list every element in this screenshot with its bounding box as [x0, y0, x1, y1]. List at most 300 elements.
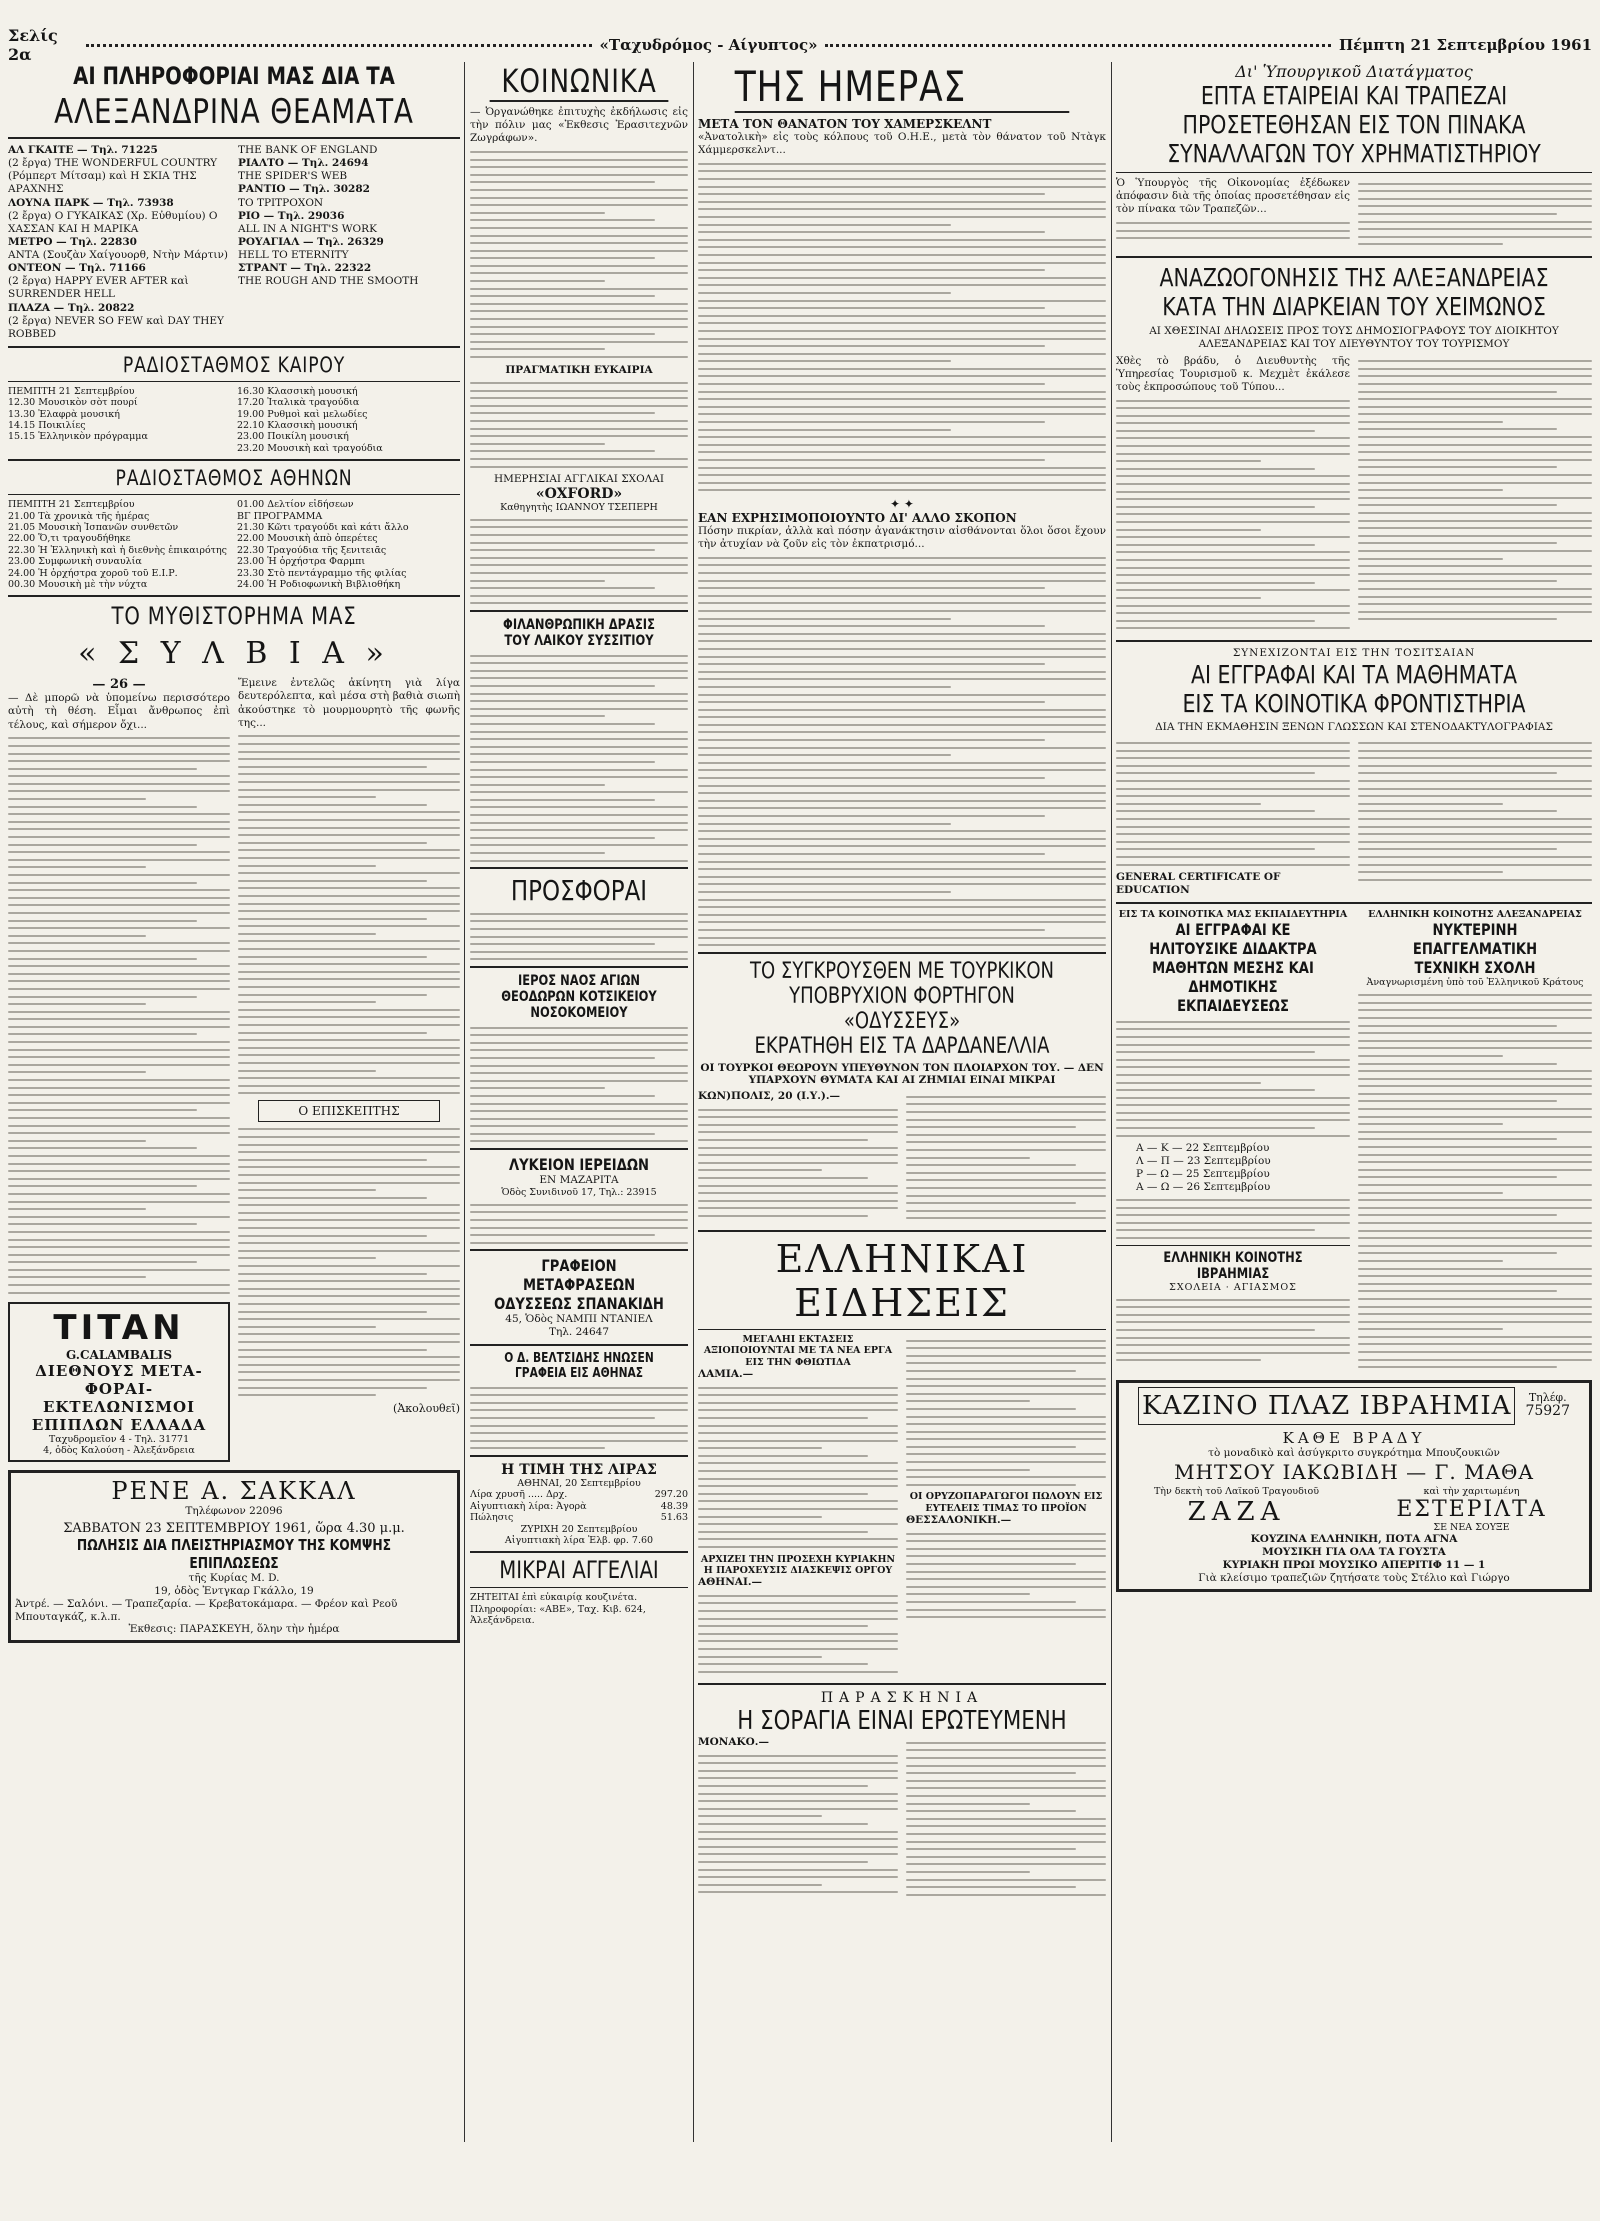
text-line	[906, 1749, 1106, 1751]
schedule-row: 21.05 Μουσικὴ Ἰσπανῶν συνθετῶν	[8, 522, 179, 533]
text-line	[470, 814, 688, 816]
text-line	[698, 292, 951, 294]
text-line	[470, 784, 605, 786]
text-line	[698, 1169, 822, 1171]
text-line	[698, 1869, 898, 1871]
text-line	[8, 844, 197, 846]
text-line	[8, 821, 230, 823]
casino-reserve: Γιὰ κλείσιμο τραπεζιῶν ζητήσατε τοὺς Στέλιο καὶ Γιώργο	[1198, 1571, 1510, 1584]
schedule-row: 24.00 Ἡ Ροδιοφωνικὴ Βιβλιοθήκη	[237, 578, 401, 590]
text-line	[238, 1394, 376, 1396]
text-line	[470, 587, 655, 589]
titan-ad	[8, 1302, 230, 1463]
text-line	[1358, 198, 1592, 200]
text-line	[698, 610, 1106, 612]
schedule-row: 16.30 Κλασσικὴ μουσική	[237, 385, 358, 397]
text-line	[906, 1469, 1030, 1471]
divider	[1116, 172, 1592, 173]
text-line	[470, 166, 688, 168]
text-line	[1358, 879, 1592, 881]
text-line	[698, 201, 1106, 203]
text-line	[470, 1234, 655, 1236]
issue-date: Πέμπτη 21 Σεπτεμβρίου 1961	[1338, 36, 1593, 54]
text-line	[8, 1170, 230, 1172]
text-line	[1116, 1112, 1350, 1114]
text-line	[1358, 221, 1592, 223]
schedule-row: 00.30 Μουσικὴ μὲ τὴν νύχτα	[8, 578, 148, 590]
article-heading: ΑΡΧΙΖΕΙ ΤΗΝ ΠΡΟΣΕΧΗ ΚΥΡΙΑΚΗΝ Η ΠΑΡΟΧΕΥΣΙΣ ΔΙΑΣΚΕΨΙΣ ΟΡΓΟΥ	[700, 1553, 896, 1576]
cinema-entry: ΡΙΟ — Τηλ. 29036	[238, 209, 345, 222]
text-line	[698, 1831, 898, 1833]
schedule-row: 23.00 Συμφωνικὴ συναυλία	[8, 556, 142, 568]
column-social	[470, 62, 688, 1627]
text-line	[698, 330, 1106, 332]
text-line	[470, 1027, 688, 1029]
dateline: ΜΟΝΑΚΟ.—	[698, 1736, 769, 1749]
text-line	[1358, 1078, 1592, 1080]
revival-body	[1116, 355, 1592, 635]
text-line	[8, 927, 230, 929]
text-line	[8, 958, 197, 960]
radio-athens-schedule	[8, 499, 460, 590]
text-line	[238, 887, 460, 889]
text-line	[906, 1126, 1076, 1128]
episode-box: Ο ΕΠΙΣΚΕΠΤΗΣ	[258, 1100, 440, 1122]
cinema-entry: (2 ἔργα) HAPPY EVER AFTER καὶ SURRENDER HELL	[8, 275, 189, 301]
text-line	[698, 1538, 898, 1540]
text-line	[1116, 1082, 1261, 1084]
text-line	[470, 913, 688, 915]
text-line	[906, 1863, 1106, 1865]
text-line	[1358, 550, 1592, 552]
text-line	[698, 421, 1045, 423]
text-line	[1358, 1237, 1592, 1239]
text-line	[698, 338, 1106, 340]
text-line	[470, 1440, 688, 1442]
text-line	[1116, 803, 1261, 805]
text-line	[698, 1800, 898, 1802]
lira-row	[470, 1512, 688, 1523]
text-line	[698, 1207, 898, 1209]
enroll-body	[1116, 737, 1592, 897]
text-line	[8, 1117, 230, 1119]
text-line	[238, 804, 427, 806]
news-section-title: ΤΗΣ ΗΜΕΡΑΣ	[735, 62, 1070, 113]
text-line	[906, 1795, 1106, 1797]
text-line	[470, 1447, 605, 1449]
text-line	[8, 1147, 197, 1149]
novel-body	[8, 677, 460, 1462]
text-line	[8, 912, 230, 914]
text-line	[1116, 864, 1350, 866]
text-line	[238, 849, 460, 851]
divider	[470, 1148, 688, 1150]
lyceum-title: ΛΥΚΕΙΟΝ ΙΕΡΕΙΔΩΝ	[509, 1155, 649, 1175]
schedule-row: 21.00 Τὰ χρονικὰ τῆς ἡμέρας	[8, 510, 150, 522]
headline-shows-line2: ΑΛΕΞΑΝΔΡΙΝΑ ΘΕΑΜΑΤΑ	[54, 92, 414, 132]
column-rule	[464, 62, 465, 2142]
text-line	[1358, 780, 1592, 782]
schedule-row: 22.30 Τραγούδια τῆς ξενιτειᾶς	[237, 544, 387, 556]
text-line	[238, 1032, 427, 1034]
cinema-entry: THE ROUGH AND THE SMOOTH	[238, 275, 419, 288]
greek-news-body	[698, 1334, 1106, 1678]
text-line	[1358, 489, 1503, 491]
text-line	[1116, 1222, 1350, 1224]
text-line	[470, 1394, 688, 1396]
cinema-entry: THE BANK OF ENGLAND	[238, 144, 378, 156]
article-text-lines	[698, 163, 1106, 492]
text-line	[698, 1470, 898, 1472]
lira-zurich-value: Αἰγυπτιακὴ λίρα Ἐλβ. φρ. 7.60	[504, 1534, 654, 1546]
text-line	[698, 1447, 822, 1449]
text-line	[470, 837, 655, 839]
edu-left-title: ΑΙ ΕΓΓΡΑΦΑΙ ΚΕ ΗΛΙΤΟΥΣΙΚΕ ΔΙΔΑΚΤΡΑ ΜΑΘΗΤΩΝ ΜΕΣΗΣ ΚΑΙ ΔΗΜΟΤΙΚΗΣ ΕΚΠΑΙΔΕΥΣΕΩΣ	[1149, 920, 1317, 1016]
text-line	[1358, 1070, 1592, 1072]
text-line	[238, 1379, 460, 1381]
article-opening: Πόσην πικρίαν, ἀλλὰ καὶ πόσην ἀγανάκτησιν αἰσθάνονται ὅλοι ὅσοι ἔχουν τὴν ἀτυχίαν νὰ ζοῦν εἰς τὸν ἐκπατρισμό...	[698, 524, 1106, 551]
schedule-row: 23.30 Στὸ πεντάγραμμο τῆς φιλίας	[237, 567, 407, 579]
text-line	[698, 1200, 898, 1202]
text-line	[8, 745, 230, 747]
text-line	[1358, 1359, 1592, 1361]
text-lines	[470, 1204, 688, 1244]
text-line	[1116, 445, 1350, 447]
text-line	[906, 1586, 1106, 1588]
collision-col-right	[906, 1090, 1106, 1225]
text-line	[698, 701, 1045, 703]
education-left	[1116, 909, 1350, 1374]
certificate-name: GENERAL CERTIFICATE OF EDUCATION	[1116, 871, 1281, 896]
text-line	[698, 1162, 898, 1164]
text-line	[470, 390, 688, 392]
lira-value: 48.39	[660, 1500, 688, 1512]
text-line	[8, 1178, 230, 1180]
text-line	[470, 542, 688, 544]
text-line	[906, 1886, 1076, 1888]
text-line	[1116, 544, 1315, 546]
text-line	[470, 420, 688, 422]
text-line	[698, 557, 1106, 559]
cinema-listings	[8, 144, 460, 341]
text-line	[906, 1393, 1106, 1395]
text-line	[698, 807, 1106, 809]
text-line	[1358, 1108, 1592, 1110]
text-line	[238, 986, 460, 988]
cinema-entry: (2 ἔργα) NEVER SO FEW καὶ DAY THEY ROBBED	[8, 314, 224, 340]
text-line	[238, 1235, 427, 1237]
text-line	[238, 1092, 460, 1094]
separator-glyph: ✦ ✦	[890, 496, 914, 511]
text-line	[906, 1370, 1076, 1372]
text-line	[470, 318, 688, 320]
text-line	[8, 806, 197, 808]
text-line	[698, 163, 1106, 165]
collision-headline-2: ΥΠΟΒΡΥΧΙΟΝ ΦΟΡΤΗΓΟΝ «ΟΔΥΣΣΕΥΣ»	[789, 983, 1015, 1034]
schedule-row: Ρ — Ω — 25 Σεπτεμβρίου	[1136, 1167, 1270, 1180]
text-line	[1358, 1298, 1592, 1300]
text-line	[906, 1423, 1106, 1425]
text-line	[698, 830, 1106, 832]
text-line	[698, 345, 1045, 347]
text-line	[8, 1276, 146, 1278]
titan-line: ΦΟΡΑΙ-ΕΚΤΕΛΩΝΙΣΜΟΙ	[42, 1379, 196, 1416]
text-line	[1358, 1214, 1557, 1216]
text-line	[1358, 1184, 1592, 1186]
text-line	[698, 474, 1106, 476]
casino-phone-block	[1525, 1392, 1570, 1419]
text-line	[1358, 848, 1557, 850]
text-line	[238, 1174, 460, 1176]
text-line	[698, 602, 1106, 604]
text-line	[1358, 1063, 1557, 1065]
text-line	[1116, 1127, 1315, 1129]
text-line	[1358, 1199, 1592, 1201]
enroll-col-right	[1358, 737, 1592, 897]
text-line	[470, 1432, 688, 1434]
casino-music: ΜΟΥΣΙΚΗ ΓΙΑ ΟΛΑ ΤΑ ΓΟΥΣΤΑ	[1262, 1546, 1446, 1559]
text-line	[698, 360, 951, 362]
text-line	[1116, 772, 1315, 774]
text-line	[1358, 190, 1592, 192]
text-line	[470, 443, 605, 445]
titan-address: Ταχυδρομεῖον 4 - Τηλ. 31771	[48, 1433, 190, 1445]
text-line	[1358, 1138, 1557, 1140]
text-line	[238, 1070, 376, 1072]
text-line	[470, 708, 688, 710]
text-line	[8, 1193, 230, 1195]
text-line	[470, 174, 688, 176]
text-line	[470, 405, 688, 407]
text-line	[1358, 1222, 1592, 1224]
text-line	[906, 1431, 1106, 1433]
text-line	[470, 1204, 688, 1206]
collision-body	[698, 1090, 1106, 1225]
text-line	[470, 235, 688, 237]
text-line	[470, 265, 688, 267]
text-line	[238, 895, 460, 897]
casino-artist-right	[1358, 1486, 1585, 1534]
text-line	[470, 753, 688, 755]
radio-cairo-left	[8, 386, 231, 454]
text-line	[1358, 573, 1592, 575]
text-line	[1358, 611, 1592, 613]
text-line	[8, 1087, 230, 1089]
divider	[698, 1683, 1106, 1685]
text-line	[906, 1825, 1106, 1827]
text-line	[470, 920, 688, 922]
text-line	[698, 391, 1106, 393]
text-line	[698, 663, 1045, 665]
text-line	[698, 307, 1045, 309]
text-line	[1358, 994, 1592, 996]
text-line	[698, 1109, 898, 1111]
text-line	[1358, 803, 1503, 805]
text-line	[8, 1079, 230, 1081]
text-line	[698, 1876, 898, 1878]
lira-row	[470, 1489, 688, 1500]
cinema-entry: (2 ἔργα) Ο ΓΥΚΑΙΚΑΣ (Χρ. Εὐθυμίου) Ο ΧΑΣΣΑΝ ΚΑΙ Η ΜΑΡΙΚΑ	[8, 209, 218, 235]
cinema-entry: ΑΛ ΓΚΑΙΤΕ — Τηλ. 71225	[8, 144, 158, 156]
text-line	[906, 1787, 1106, 1789]
text-line	[238, 827, 460, 829]
text-line	[8, 783, 230, 785]
text-line	[470, 348, 605, 350]
text-line	[1358, 788, 1592, 790]
article-heading: ΕΑΝ ΕΧΡΗΣΙΜΟΠΟΙΟΥΝΤΟ ΔΙ' ΑΛΛΟ ΣΚΟΠΟΝ	[698, 510, 1017, 525]
text-line	[698, 406, 1106, 408]
article-text-lines	[1358, 994, 1592, 1368]
text-line	[1358, 1245, 1592, 1247]
social-text-lines	[470, 151, 688, 358]
text-line	[1358, 1116, 1592, 1118]
text-line	[1116, 230, 1350, 232]
text-line	[238, 1047, 460, 1049]
revival-col-right	[1358, 355, 1592, 635]
enroll-headline-1: ΑΙ ΕΓΓΡΑΦΑΙ ΚΑΙ ΤΑ ΜΑΘΗΜΑΤΑ	[1190, 659, 1518, 689]
text-line	[470, 822, 688, 824]
school-line: ΗΜΕΡΗΣΙΑΙ ΑΓΓΛΙΚΑΙ ΣΧΟΛΑΙ	[493, 473, 665, 486]
companies-col-left	[1116, 177, 1350, 251]
text-line	[698, 1508, 898, 1510]
text-line	[698, 1618, 898, 1620]
text-line	[470, 1072, 688, 1074]
text-line	[8, 1071, 146, 1073]
text-line	[1358, 1343, 1592, 1345]
text-line	[1116, 841, 1350, 843]
text-line	[1116, 1104, 1350, 1106]
text-line	[1358, 398, 1592, 400]
to-be-continued: (Ἀκολουθεῖ)	[393, 1401, 460, 1415]
school-name: «OXFORD»	[535, 485, 623, 502]
revival-col-left	[1116, 355, 1350, 635]
text-line	[698, 186, 1106, 188]
text-line	[698, 1610, 898, 1612]
text-line	[8, 1231, 230, 1233]
text-line	[698, 467, 1106, 469]
text-line	[1358, 497, 1592, 499]
text-line	[698, 633, 1106, 635]
article-text-lines	[906, 1533, 1106, 1619]
article-opening: «Ἀνατολικὴ» εἰς τοὺς κόλπους τοῦ Ο.Η.Ε., μετὰ τὸν θάνατον τοῦ Ντὰγκ Χάμμερσκελντ...	[698, 131, 1106, 157]
schedule-row: ΠΕΜΠΤΗ 21 Σεπτεμβρίου	[8, 385, 135, 397]
text-line	[698, 489, 1106, 491]
text-line	[8, 920, 197, 922]
text-line	[1358, 1047, 1592, 1049]
text-line	[906, 1141, 1106, 1143]
text-line	[470, 1034, 688, 1036]
text-line	[8, 904, 230, 906]
cinema-entry: ΡΑΝΤΙΟ — Τηλ. 30282	[238, 183, 370, 196]
text-line	[698, 1139, 868, 1141]
text-line	[470, 1417, 655, 1419]
greek-news-col-left	[698, 1334, 898, 1678]
lira-row	[470, 1501, 688, 1512]
text-line	[470, 557, 688, 559]
text-line	[238, 925, 460, 927]
text-line	[238, 918, 427, 920]
revival-headline-2: ΚΑΤΑ ΤΗΝ ΔΙΑΡΚΕΙΑΝ ΤΟΥ ΧΕΙΜΩΝΟΣ	[1162, 291, 1546, 321]
divider	[1116, 902, 1592, 904]
schedule-row: 21.30 Κῶτι τραγούδι καὶ κάτι ἄλλο	[237, 522, 409, 533]
text-line	[698, 792, 1106, 794]
text-line	[8, 1216, 230, 1218]
text-line	[8, 1269, 230, 1271]
text-line	[698, 300, 1106, 302]
schedule-row: 12.30 Μουσικὸν σὸτ πουρί	[8, 397, 138, 409]
ibrahimia-title: ΕΛΛΗΝΙΚΗ ΚΟΙΝΟΤΗΣ ΙΒΡΑΗΜΙΑΣ	[1163, 1249, 1303, 1282]
text-line	[698, 459, 1045, 461]
text-line	[1358, 1100, 1557, 1102]
article-text-lines	[1358, 183, 1592, 246]
text-line	[238, 940, 460, 942]
text-line	[238, 1227, 460, 1229]
text-line	[470, 310, 688, 312]
text-line	[1358, 527, 1592, 529]
text-line	[698, 1671, 898, 1673]
text-line	[698, 678, 1106, 680]
text-line	[470, 1125, 688, 1127]
schedule-row: 17.20 Ἰταλικὰ τραγούδια	[237, 397, 360, 409]
text-line	[906, 1540, 1106, 1542]
text-line	[238, 751, 460, 753]
backstage-title: ΠΑΡΑΣΚΗΝΙΑ	[820, 1690, 984, 1707]
enroll-kicker: ΣΥΝΕΧΙΖΟΝΤΑΙ ΕΙΣ ΤΗΝ ΤΟΣΙΤΣΑΙΑΝ	[1232, 646, 1476, 659]
text-line	[238, 1265, 460, 1267]
text-line	[238, 1077, 460, 1079]
text-line	[698, 762, 1106, 764]
collision-col-left	[698, 1090, 898, 1225]
text-line	[1358, 750, 1592, 752]
text-line	[1358, 818, 1592, 820]
text-line	[470, 450, 655, 452]
text-line	[698, 383, 1045, 385]
text-line	[1358, 213, 1557, 215]
text-line	[906, 1187, 1106, 1189]
text-line	[238, 1303, 460, 1305]
text-line	[698, 482, 1106, 484]
text-line	[1116, 627, 1350, 629]
text-line	[906, 1202, 1076, 1204]
casino-line: Τὴν δεκτὴ τοῦ Λαϊκοῦ Τραγουδιοῦ	[1153, 1485, 1320, 1497]
cinema-entry: ΟΝΤΕΟΝ — Τηλ. 71166	[8, 262, 146, 275]
radio-athens-title: ΡΑΔΙΟΣΤΑΘΜΟΣ ΑΘΗΝΩΝ	[115, 466, 353, 491]
text-line	[238, 1144, 460, 1146]
text-line	[1116, 1044, 1350, 1046]
decree-kicker: Δι' Ὑπουργικοῦ Διατάγματος	[1235, 62, 1473, 81]
text-line	[238, 1212, 460, 1214]
article-text-lines	[1116, 1299, 1350, 1362]
text-line	[470, 662, 688, 664]
casino-header	[1123, 1387, 1585, 1425]
text-line	[1116, 1021, 1350, 1023]
text-line	[8, 1011, 230, 1013]
lira-label: Αἰγυπτιακὴ λίρα: Ἀγορὰ	[470, 1500, 587, 1512]
text-line	[470, 1065, 688, 1067]
text-line	[1358, 864, 1592, 866]
lira-label: Πώλησις	[470, 1512, 514, 1524]
text-line	[1358, 1085, 1592, 1087]
text-line	[238, 963, 460, 965]
soraya-body	[698, 1736, 1106, 1901]
text-line	[906, 1340, 1106, 1342]
text-line	[238, 1356, 460, 1358]
text-line	[1358, 1176, 1557, 1178]
text-line	[906, 1164, 1076, 1166]
text-line	[8, 935, 146, 937]
text-line	[698, 1185, 898, 1187]
text-line	[8, 1239, 230, 1241]
